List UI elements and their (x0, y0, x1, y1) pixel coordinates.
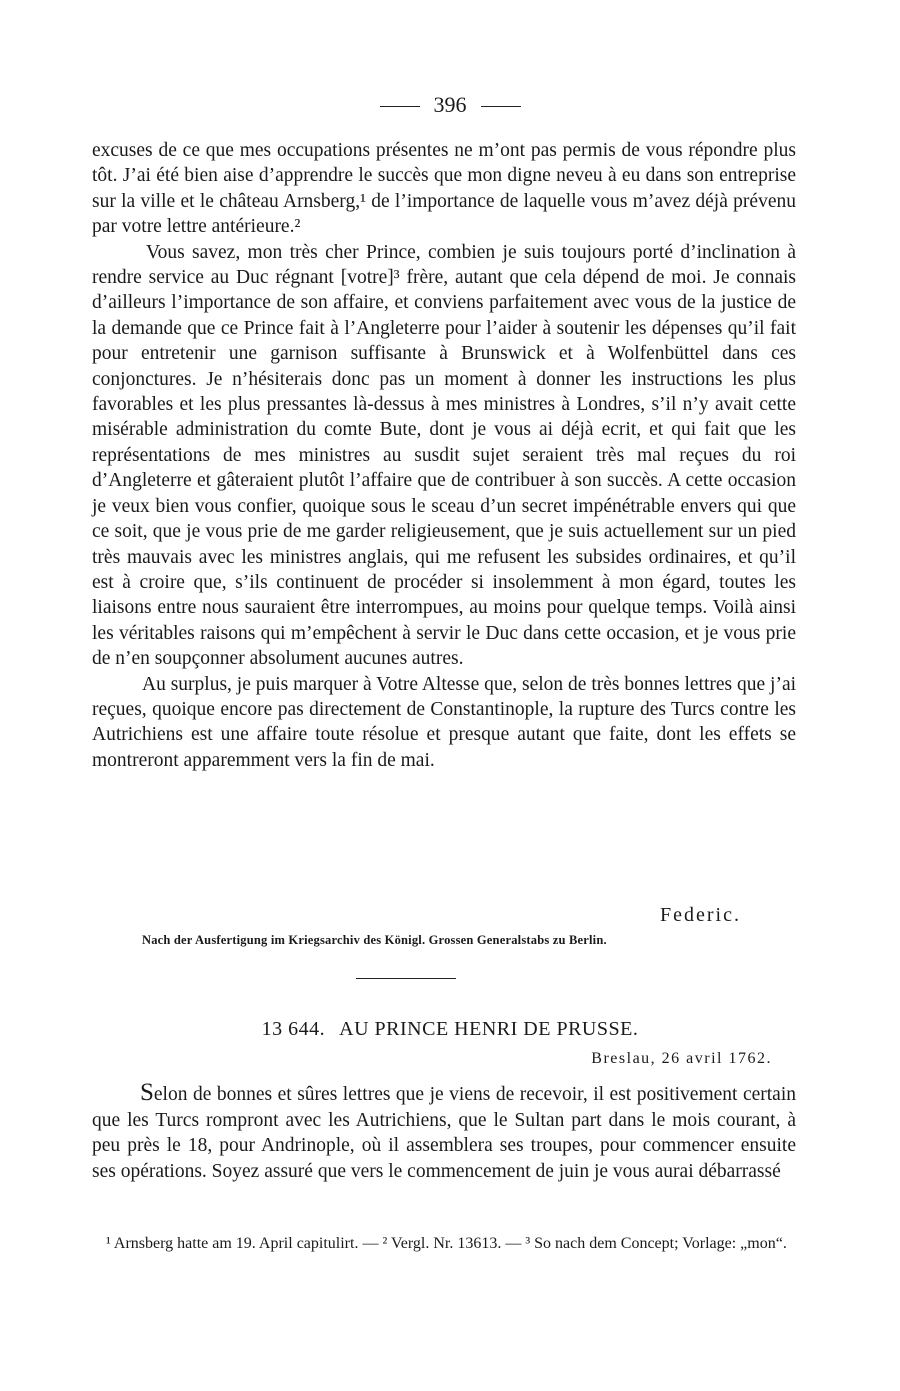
next-letter-body (92, 1080, 796, 1184)
dropcap: S (140, 1079, 154, 1106)
signature: Federic. (660, 904, 741, 926)
source-note: Nach der Ausfertigung im Kriegsarchiv des Königl. Grossen Generalstabs zu Berlin. (142, 933, 607, 947)
page-number (0, 92, 900, 118)
section-divider (356, 978, 456, 979)
page-number-text: 396 (433, 92, 467, 117)
next-letter-paragraph (92, 1080, 796, 1184)
dateline: Breslau, 26 avril 1762. (591, 1050, 772, 1067)
page-number-dash-right (481, 106, 521, 107)
letter-paragraph-1: excuses de ce que mes occupations présentes ne m’ont pas permis de vous répondre plus tôt. J’ai été bien aise d’apprendre le succès que mon digne neveu à eu dans son entreprise sur la ville et le château Arnsberg,¹ de l’importance de laquelle vous m’avez déjà prévenu par votre lettre antérieure.² (92, 140, 796, 238)
next-letter-text: elon de bonnes et sûres lettres que je viens de recevoir, il est positivement certain que les Turcs rompront avec les Autrichiens, que le Sultan part dans le mois courant, à peu près le 18, pour Andrinople, où il assemblera ses troupes, pour commencer ensuite ses opérations. Soyez assuré que vers le commencement de juin je vous aurai débarrassé (92, 1084, 796, 1182)
letter-heading (0, 1018, 900, 1041)
page-number-dash-left (380, 106, 420, 107)
footnotes: ¹ Arnsberg hatte am 19. April capitulirt. — ² Vergl. Nr. 13613. — ³ So nach dem Concept; Vorlage: „mon“. (106, 1235, 787, 1252)
letter-body (92, 138, 796, 773)
letter-title: AU PRINCE HENRI DE PRUSSE. (339, 1018, 639, 1040)
letter-paragraph-2: Vous savez, mon très cher Prince, combien je suis toujours porté d’inclination à rendre service au Duc régnant [votre]³ frère, autant que cela dépend de moi. Je connais d’ailleurs l’importance de son affaire, et conviens parfaitement avec vous de la justice de la demande que ce Prince fait à l’Angleterre pour l’aider à soutenir les dépenses qu’il fait pour entretenir une garnison suffisante à Brunswick et à Wolfenbüttel dans ces conjonctures. Je n’hésiterais donc pas un moment à donner les instructions les plus favorables et les plus pressantes là-dessus à mes ministres à Londres, s’il n’y avait cette misérable administration du comte Bute, dont je vous ai déjà ecrit, et qui fait que les représentations de mes ministres au susdit sujet seraient très mal reçues du roi d’Angleterre et gâteraient plutôt l’affaire que de contribuer à son succès. A cette occasion je veux bien vous confier, quoique sous le sceau d’un secret impénétrable envers qui que ce soit, que je vous prie de me garder religieusement, que je suis actuellement sur un pied très mauvais avec les ministres anglais, qui me refusent les subsides ordinaires, et qu’il est à croire que, s’ils continuent de procéder si insolemment à mon égard, toutes les liaisons entre nous sauraient être interrompues, au moins pour quelque temps. Voilà ainsi les véritables raisons qui m’empêchent à servir le Duc dans cette occasion, et je vous prie de n’en soupçonner absolument aucunes autres. (92, 241, 796, 670)
letter-paragraph-3: Au surplus, je puis marquer à Votre Altesse que, selon de très bonnes lettres que j’ai reçues, quoique encore pas directement de Constantinople, la rupture des Turcs contre les Autrichiens est une affaire toute résolue et presque autant que faite, dont les effets se montreront apparemment vers la fin de mai. (92, 673, 797, 771)
letter-number: 13 644. (261, 1018, 326, 1040)
